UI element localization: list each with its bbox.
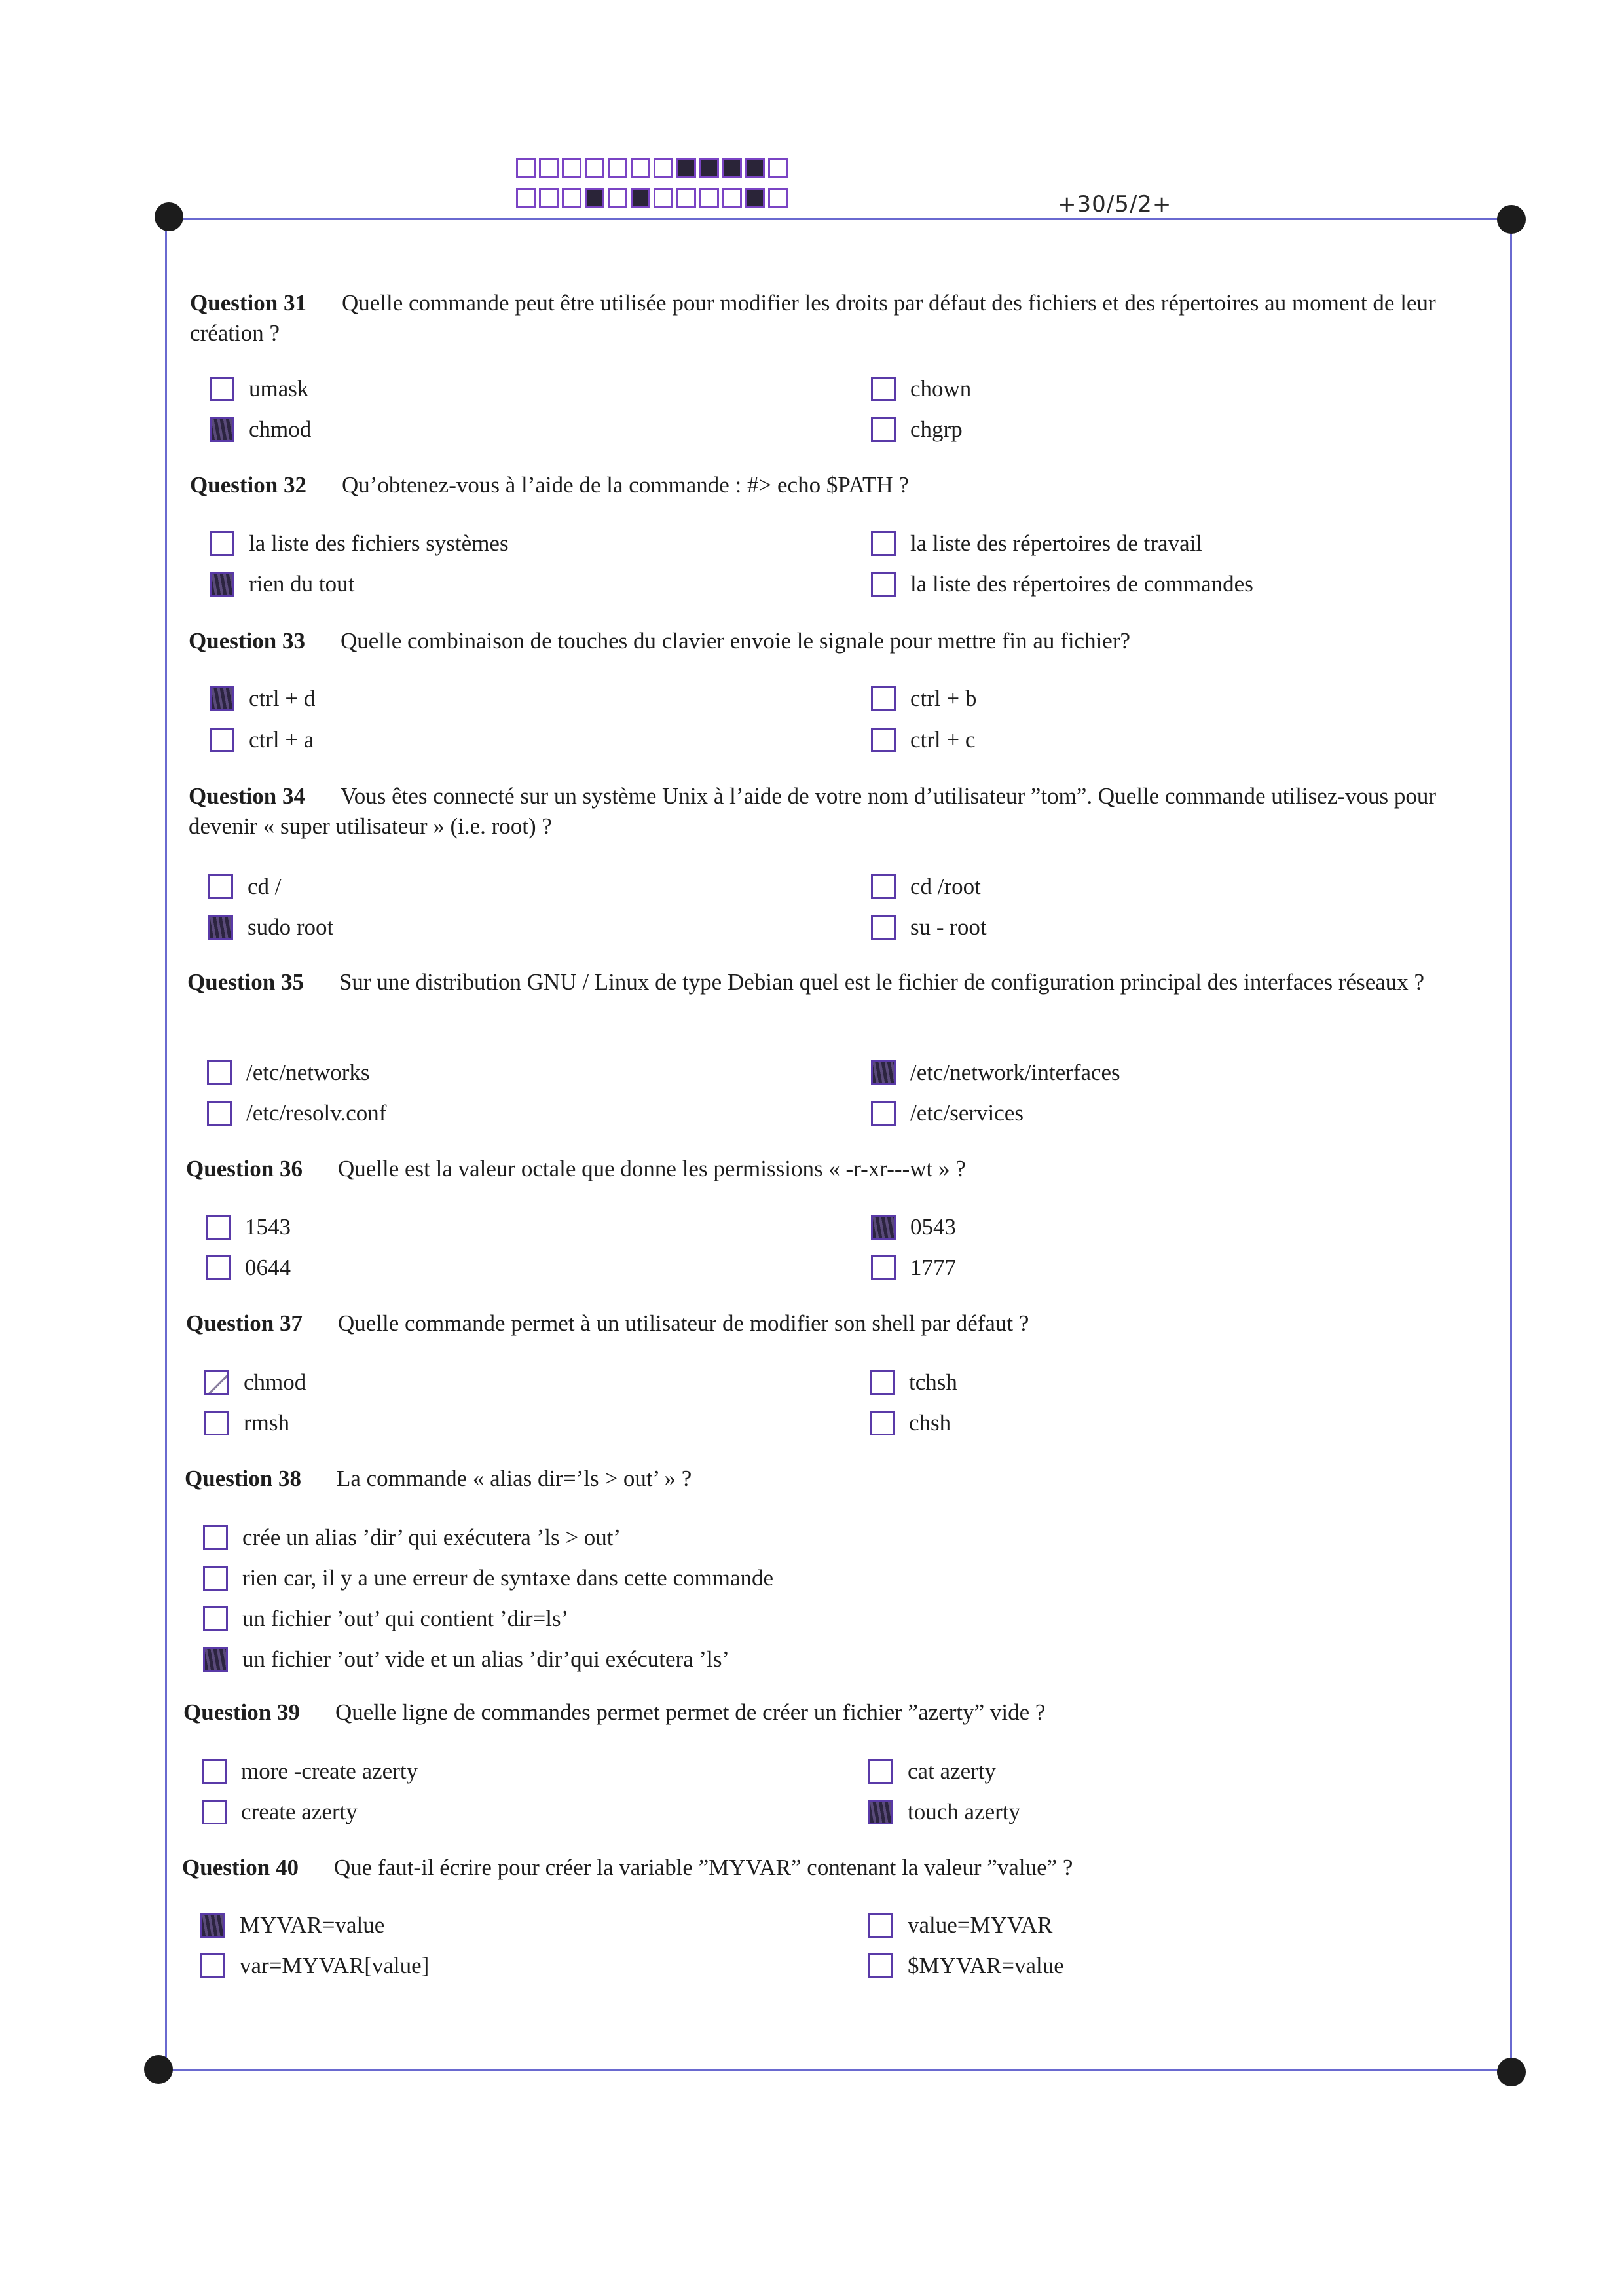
question-text: Vous êtes connecté sur un système Unix à l’aide de votre nom d’utilisateur ”tom”. Quelle commande utilisez-vous pour devenir « super utilisateur » (i.e. root) ? (189, 783, 1437, 839)
code-cell (516, 188, 536, 208)
question-text: Quelle commande permet à un utilisateur de modifier son shell par défaut ? (337, 1310, 1029, 1336)
answer-label: 1543 (245, 1214, 291, 1240)
answer-option[interactable] (208, 913, 333, 942)
answer-option[interactable] (202, 1757, 418, 1786)
code-cell (676, 158, 696, 178)
corner-marker-bottom-left (144, 2055, 173, 2084)
answer-option[interactable] (208, 872, 282, 901)
answer-checkbox[interactable] (868, 1800, 893, 1824)
corner-marker-top-left (155, 202, 183, 231)
answer-checkbox[interactable] (200, 1913, 225, 1938)
answer-option[interactable] (206, 1253, 291, 1282)
answer-option[interactable] (210, 726, 314, 754)
answer-checkbox[interactable] (870, 1411, 895, 1435)
answer-option[interactable] (871, 529, 1202, 558)
answer-option[interactable] (868, 1757, 996, 1786)
answer-checkbox[interactable] (871, 1215, 896, 1240)
answer-label: chmod (244, 1369, 306, 1395)
answer-checkbox[interactable] (202, 1759, 227, 1784)
answer-label: umask (249, 376, 309, 401)
answer-label: cd / (248, 874, 282, 899)
answer-checkbox[interactable] (868, 1953, 893, 1978)
question-text: Que faut-il écrire pour créer la variable ”MYVAR” contenant la valeur ”value” ? (333, 1855, 1073, 1880)
answer-option[interactable] (871, 415, 963, 444)
answer-label: /etc/resolv.conf (246, 1100, 387, 1126)
answer-checkbox[interactable] (206, 1255, 231, 1280)
code-cell (539, 158, 559, 178)
answer-option[interactable] (207, 1099, 386, 1128)
question-36 (186, 1154, 1493, 1184)
answer-option[interactable] (868, 1798, 1020, 1826)
frame-bottom-line (157, 2069, 1510, 2071)
answer-label: cd /root (910, 874, 981, 899)
answer-option[interactable] (210, 375, 308, 403)
answer-option[interactable] (203, 1523, 621, 1552)
answer-checkbox[interactable] (868, 1913, 893, 1938)
answer-label: more -create azerty (241, 1758, 418, 1784)
answer-checkbox[interactable] (210, 572, 234, 597)
answer-label: tchsh (909, 1369, 957, 1395)
question-label: Question 40 (182, 1855, 299, 1880)
answer-checkbox[interactable] (210, 417, 234, 442)
answer-checkbox[interactable] (210, 531, 234, 556)
answer-label: 0543 (910, 1214, 956, 1240)
code-cell (631, 188, 650, 208)
question-text: Sur une distribution GNU / Linux de type Debian quel est le fichier de configuration principal des interfaces réseaux ? (339, 969, 1425, 995)
question-label: Question 37 (186, 1310, 303, 1336)
question-text: Quelle est la valeur octale que donne les permissions « -r-xr---wt » ? (337, 1156, 966, 1181)
answer-checkbox[interactable] (204, 1370, 229, 1395)
question-label: Question 36 (186, 1156, 303, 1181)
corner-marker-top-right (1497, 205, 1526, 234)
question-34 (189, 781, 1493, 842)
answer-label: ctrl + b (910, 686, 977, 711)
answer-checkbox[interactable] (871, 874, 896, 899)
answer-label: la liste des répertoires de commandes (910, 571, 1253, 597)
answer-label: ctrl + c (910, 727, 976, 752)
answer-label: rien car, il y a une erreur de syntaxe dans cette commande (242, 1565, 773, 1591)
answer-option[interactable] (871, 1253, 956, 1282)
answer-label: chgrp (910, 417, 963, 442)
answer-checkbox[interactable] (207, 1101, 232, 1126)
answer-label: 0644 (245, 1255, 291, 1280)
code-cell (722, 188, 742, 208)
answer-option[interactable] (204, 1368, 306, 1397)
code-cell (608, 158, 627, 178)
id-code-row (516, 158, 791, 178)
answer-checkbox[interactable] (871, 417, 896, 442)
code-cell (722, 158, 742, 178)
code-cell (516, 158, 536, 178)
code-cell (699, 188, 719, 208)
answer-option[interactable] (210, 529, 509, 558)
frame-top-line (168, 218, 1513, 220)
answer-option[interactable] (871, 726, 975, 754)
answer-option[interactable] (871, 375, 971, 403)
answer-option[interactable] (210, 684, 315, 713)
question-label: Question 39 (183, 1699, 300, 1725)
answer-label: rien du tout (249, 571, 355, 597)
question-text: La commande « alias dir=’ls > out’ » ? (336, 1466, 692, 1491)
answer-checkbox[interactable] (204, 1411, 229, 1435)
code-cell (768, 188, 788, 208)
answer-option[interactable] (207, 1058, 370, 1087)
answer-label: MYVAR=value (240, 1912, 385, 1938)
answer-label: create azerty (241, 1799, 358, 1824)
question-text: Quelle ligne de commandes permet permet de créer un fichier ”azerty” vide ? (335, 1699, 1046, 1725)
answer-label: 1777 (910, 1255, 956, 1280)
question-40 (182, 1853, 1493, 1883)
answer-checkbox[interactable] (208, 915, 233, 940)
answer-label: var=MYVAR[value] (240, 1953, 430, 1978)
answer-option[interactable] (871, 684, 976, 713)
answer-checkbox[interactable] (871, 1101, 896, 1126)
question-text: Quelle combinaison de touches du clavier envoie le signale pour mettre fin au fichier? (340, 628, 1131, 654)
code-cell (676, 188, 696, 208)
answer-checkbox[interactable] (868, 1759, 893, 1784)
code-cell (631, 158, 650, 178)
code-cell (562, 188, 581, 208)
answer-label: chown (910, 376, 972, 401)
page-identifier: +30/5/2+ (1058, 191, 1172, 217)
code-cell (654, 158, 673, 178)
answer-option[interactable] (871, 1213, 956, 1242)
answer-label: /etc/networks (246, 1060, 370, 1085)
answer-option[interactable] (206, 1213, 291, 1242)
question-33 (189, 626, 1493, 656)
question-label: Question 33 (189, 628, 305, 654)
answer-checkbox[interactable] (210, 377, 234, 401)
question-35 (187, 967, 1493, 997)
answer-label: value=MYVAR (908, 1912, 1053, 1938)
answer-checkbox[interactable] (870, 1370, 895, 1395)
question-text: Quelle commande peut être utilisée pour modifier les droits par défaut des fichiers et des répertoires au moment de leur création ? (190, 290, 1436, 346)
answer-label: su - root (910, 914, 987, 940)
frame-left-line (165, 218, 167, 2069)
answer-checkbox[interactable] (871, 686, 896, 711)
answer-option[interactable] (210, 570, 354, 599)
answer-option[interactable] (203, 1564, 773, 1593)
answer-checkbox[interactable] (871, 531, 896, 556)
answer-checkbox[interactable] (210, 728, 234, 752)
answer-option[interactable] (202, 1798, 358, 1826)
code-cell (745, 158, 765, 178)
answer-option[interactable] (200, 1952, 429, 1980)
question-37 (186, 1308, 1493, 1339)
answer-label: sudo root (248, 914, 334, 940)
code-cell (585, 158, 604, 178)
code-cell (768, 158, 788, 178)
answer-option[interactable] (871, 913, 987, 942)
answer-option[interactable] (868, 1952, 1064, 1980)
code-cell (539, 188, 559, 208)
answer-option[interactable] (868, 1911, 1052, 1940)
code-cell (562, 158, 581, 178)
code-cell (745, 188, 765, 208)
answer-checkbox[interactable] (208, 874, 233, 899)
answer-label: $MYVAR=value (908, 1953, 1064, 1978)
answer-checkbox[interactable] (871, 1060, 896, 1085)
answer-checkbox[interactable] (871, 377, 896, 401)
answer-label: cat azerty (908, 1758, 997, 1784)
answer-option[interactable] (870, 1409, 951, 1437)
question-31 (190, 288, 1493, 348)
code-cell (585, 188, 604, 208)
answer-label: rmsh (244, 1410, 289, 1435)
answer-checkbox[interactable] (202, 1800, 227, 1824)
answer-label: la liste des fichiers systèmes (249, 530, 509, 556)
answer-label: /etc/services (910, 1100, 1024, 1126)
answer-option[interactable] (871, 570, 1253, 599)
answer-checkbox[interactable] (206, 1215, 231, 1240)
answer-option[interactable] (200, 1911, 384, 1940)
answer-checkbox[interactable] (203, 1566, 228, 1591)
answer-checkbox[interactable] (203, 1525, 228, 1550)
answer-option[interactable] (870, 1368, 957, 1397)
id-code-row (516, 188, 791, 208)
question-38 (185, 1464, 1493, 1494)
answer-label: la liste des répertoires de travail (910, 530, 1203, 556)
question-label: Question 32 (190, 472, 306, 498)
answer-label: un fichier ’out’ vide et un alias ’dir’qui exécutera ’ls’ (242, 1646, 730, 1672)
code-cell (608, 188, 627, 208)
answer-checkbox[interactable] (871, 572, 896, 597)
answer-option[interactable] (871, 872, 981, 901)
code-cell (699, 158, 719, 178)
answer-checkbox[interactable] (210, 686, 234, 711)
question-label: Question 38 (185, 1466, 301, 1491)
answer-label: /etc/network/interfaces (910, 1060, 1120, 1085)
code-cell (654, 188, 673, 208)
answer-option[interactable] (210, 415, 311, 444)
frame-right-line (1510, 218, 1512, 2069)
answer-label: crée un alias ’dir’ qui exécutera ’ls > out’ (242, 1525, 621, 1550)
question-label: Question 35 (187, 969, 304, 995)
answer-label: chsh (909, 1410, 951, 1435)
answer-label: ctrl + d (249, 686, 316, 711)
question-32 (190, 470, 1493, 500)
answer-checkbox[interactable] (203, 1647, 228, 1672)
answer-checkbox[interactable] (207, 1060, 232, 1085)
answer-label: un fichier ’out’ qui contient ’dir=ls’ (242, 1606, 569, 1631)
answer-label: ctrl + a (249, 727, 314, 752)
answer-option[interactable] (204, 1409, 289, 1437)
question-text: Qu’obtenez-vous à l’aide de la commande : #> echo $PATH ? (341, 472, 909, 498)
corner-marker-bottom-right (1497, 2058, 1526, 2086)
answer-option[interactable] (203, 1645, 729, 1674)
answer-checkbox[interactable] (200, 1953, 225, 1978)
answer-checkbox[interactable] (871, 915, 896, 940)
answer-option[interactable] (871, 1058, 1120, 1087)
question-label: Question 31 (190, 290, 306, 316)
answer-checkbox[interactable] (871, 1255, 896, 1280)
answer-checkbox[interactable] (203, 1606, 228, 1631)
answer-label: touch azerty (908, 1799, 1020, 1824)
answer-label: chmod (249, 417, 312, 442)
answer-checkbox[interactable] (871, 728, 896, 752)
question-label: Question 34 (189, 783, 305, 809)
question-39 (183, 1697, 1493, 1728)
answer-option[interactable] (203, 1604, 568, 1633)
answer-option[interactable] (871, 1099, 1024, 1128)
